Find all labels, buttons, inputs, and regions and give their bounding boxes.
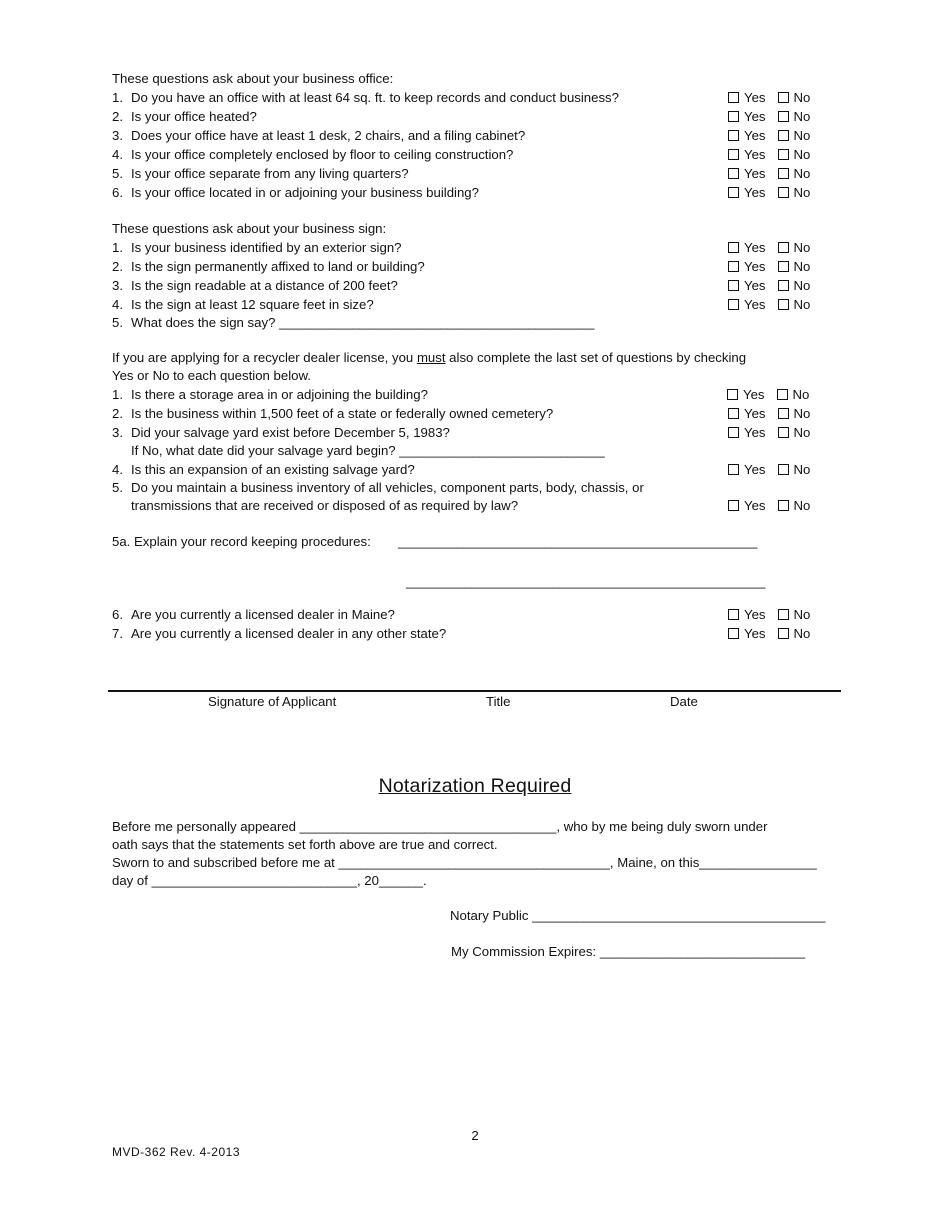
no-checkbox[interactable]: No	[778, 147, 811, 163]
question-number: 1.	[112, 90, 123, 105]
question-number: 2.	[112, 406, 123, 421]
yes-checkbox[interactable]: Yes	[728, 240, 766, 256]
commission-expires-field[interactable]: My Commission Expires: ____________________________	[451, 944, 806, 959]
no-checkbox[interactable]: No	[778, 607, 811, 623]
recycler-question-7	[112, 626, 446, 642]
question-number: 1.	[112, 240, 123, 255]
question-number: 4.	[112, 297, 123, 312]
no-checkbox[interactable]: No	[778, 240, 811, 256]
recycler-question-3	[112, 425, 450, 441]
yes-checkbox[interactable]: Yes	[728, 278, 766, 294]
yes-checkbox[interactable]: Yes	[728, 297, 766, 313]
notarization-title: Notarization Required	[378, 775, 572, 797]
question-number: 2.	[112, 109, 123, 124]
recycler-q3-options	[728, 425, 810, 441]
notary-sworn-line[interactable]: Sworn to and subscribed before me at _____________________________________, Maine, on this________________	[112, 855, 817, 870]
question-text: Do you have an office with at least 64 sq. ft. to keep records and conduct business?	[131, 90, 619, 105]
notary-oath-line: oath says that the statements set forth above are true and correct.	[112, 837, 498, 852]
yes-checkbox[interactable]: Yes	[728, 626, 766, 642]
no-checkbox[interactable]: No	[778, 297, 811, 313]
question-number: 2.	[112, 259, 123, 274]
question-number: 5.	[112, 480, 123, 495]
office-question-1	[112, 90, 619, 106]
no-checkbox[interactable]: No	[778, 185, 811, 201]
office-question-4	[112, 147, 513, 163]
notary-public-field[interactable]: Notary Public ________________________________________	[450, 908, 826, 923]
sign-intro: These questions ask about your business sign:	[112, 221, 387, 236]
recycler-question-1	[112, 387, 428, 403]
sign-q4-options	[728, 297, 810, 313]
yes-checkbox[interactable]: Yes	[728, 128, 766, 144]
recycler-q1-options	[727, 387, 809, 403]
page-number: 2	[471, 1128, 479, 1143]
office-question-3	[112, 128, 525, 144]
no-checkbox[interactable]: No	[778, 425, 811, 441]
title-label: Title	[486, 694, 511, 709]
office-q6-options	[728, 185, 810, 201]
yes-checkbox[interactable]: Yes	[728, 185, 766, 201]
yes-checkbox[interactable]: Yes	[728, 90, 766, 106]
no-checkbox[interactable]: No	[777, 387, 810, 403]
question-text: Is the sign permanently affixed to land or building?	[131, 259, 425, 274]
no-checkbox[interactable]: No	[778, 90, 811, 106]
question-text: Are you currently a licensed dealer in Maine?	[131, 607, 395, 622]
question-number: 3.	[112, 278, 123, 293]
yes-checkbox[interactable]: Yes	[728, 109, 766, 125]
question-text: Is the sign readable at a distance of 200 feet?	[131, 278, 398, 293]
no-checkbox[interactable]: No	[778, 109, 811, 125]
yes-checkbox[interactable]: Yes	[728, 406, 766, 422]
record-keeping-field-1[interactable]: _________________________________________________	[398, 534, 758, 549]
question-number: 1.	[112, 387, 123, 402]
office-q3-options	[728, 128, 810, 144]
no-checkbox[interactable]: No	[778, 498, 811, 514]
sign-question-3	[112, 278, 398, 294]
office-q2-options	[728, 109, 810, 125]
salvage-yard-begin-date-field[interactable]: If No, what date did your salvage yard begin? ____________________________	[131, 443, 605, 458]
question-number: 5.	[112, 315, 123, 330]
yes-checkbox[interactable]: Yes	[728, 425, 766, 441]
question-number: 3.	[112, 425, 123, 440]
question-text: Did your salvage yard exist before December 5, 1983?	[131, 425, 450, 440]
question-number: 6.	[112, 185, 123, 200]
yes-checkbox[interactable]: Yes	[728, 498, 766, 514]
recycler-q7-options	[728, 626, 810, 642]
office-q5-options	[728, 166, 810, 182]
recycler-intro-line2: Yes or No to each question below.	[112, 368, 311, 383]
office-q1-options	[728, 90, 810, 106]
recycler-q2-options	[728, 406, 810, 422]
yes-checkbox[interactable]: Yes	[728, 462, 766, 478]
question-text: Is your office located in or adjoining your business building?	[131, 185, 479, 200]
question-number: 4.	[112, 462, 123, 477]
yes-checkbox[interactable]: Yes	[728, 607, 766, 623]
sign-question-4	[112, 297, 374, 313]
question-text: Is the business within 1,500 feet of a state or federally owned cemetery?	[131, 406, 554, 421]
date-label: Date	[670, 694, 698, 709]
office-question-5	[112, 166, 409, 182]
sign-q1-options	[728, 240, 810, 256]
office-question-2	[112, 109, 257, 125]
office-intro: These questions ask about your business office:	[112, 71, 394, 86]
recycler-question-5	[112, 480, 644, 496]
recycler-question-2	[112, 406, 553, 422]
no-checkbox[interactable]: No	[778, 128, 811, 144]
question-text: Is the sign at least 12 square feet in size?	[131, 297, 374, 312]
no-checkbox[interactable]: No	[778, 462, 811, 478]
question-number: 4.	[112, 147, 123, 162]
question-text: Is your office heated?	[131, 109, 257, 124]
yes-checkbox[interactable]: Yes	[728, 147, 766, 163]
yes-checkbox[interactable]: Yes	[728, 259, 766, 275]
sign-q2-options	[728, 259, 810, 275]
question-number: 5.	[112, 166, 123, 181]
record-keeping-label: 5a. Explain your record keeping procedures:	[112, 534, 371, 549]
no-checkbox[interactable]: No	[778, 278, 811, 294]
no-checkbox[interactable]: No	[778, 626, 811, 642]
question-text: Is your business identified by an exterior sign?	[131, 240, 402, 255]
question-text: Is this an expansion of an existing salvage yard?	[131, 462, 415, 477]
no-checkbox[interactable]: No	[778, 166, 811, 182]
recycler-question-5-line2: transmissions that are received or disposed of as required by law?	[131, 498, 519, 513]
notary-appeared-line[interactable]: Before me personally appeared ___________________________________, who by me being duly sworn under	[112, 819, 768, 834]
sign-question-5[interactable]	[112, 315, 594, 331]
question-number: 6.	[112, 607, 123, 622]
question-text: Is your office completely enclosed by floor to ceiling construction?	[131, 147, 514, 162]
recycler-q5-options	[728, 498, 810, 514]
yes-checkbox[interactable]: Yes	[728, 166, 766, 182]
recycler-intro: If you are applying for a recycler dealer license, you must also complete the last set of questions by checking	[112, 350, 747, 365]
recycler-question-4	[112, 462, 415, 478]
signature-label: Signature of Applicant	[208, 694, 337, 709]
question-text: Do you maintain a business inventory of all vehicles, component parts, body, chassis, or	[131, 480, 644, 495]
notary-day-line[interactable]: day of ____________________________, 20______.	[112, 873, 427, 888]
question-text: Are you currently a licensed dealer in any other state?	[131, 626, 447, 641]
no-checkbox[interactable]: No	[778, 406, 811, 422]
office-q4-options	[728, 147, 810, 163]
no-checkbox[interactable]: No	[778, 259, 811, 275]
sign-q3-options	[728, 278, 810, 294]
question-number: 3.	[112, 128, 123, 143]
form-id: MVD-362 Rev. 4-2013	[112, 1145, 240, 1159]
recycler-q6-options	[728, 607, 810, 623]
sign-text-field[interactable]: What does the sign say? ___________________________________________	[131, 315, 595, 330]
sign-question-1	[112, 240, 402, 256]
must-emphasis: must	[416, 350, 446, 365]
office-question-6	[112, 185, 479, 201]
question-text: Is your office separate from any living quarters?	[131, 166, 409, 181]
yes-checkbox[interactable]: Yes	[727, 387, 765, 403]
recycler-question-6	[112, 607, 395, 623]
record-keeping-field-2[interactable]: _________________________________________________	[406, 574, 766, 589]
question-number: 7.	[112, 626, 123, 641]
sign-question-2	[112, 259, 425, 275]
question-text: Is there a storage area in or adjoining the building?	[131, 387, 428, 402]
recycler-q4-options	[728, 462, 810, 478]
signature-line[interactable]	[108, 690, 841, 692]
question-text: Does your office have at least 1 desk, 2 chairs, and a filing cabinet?	[131, 128, 526, 143]
